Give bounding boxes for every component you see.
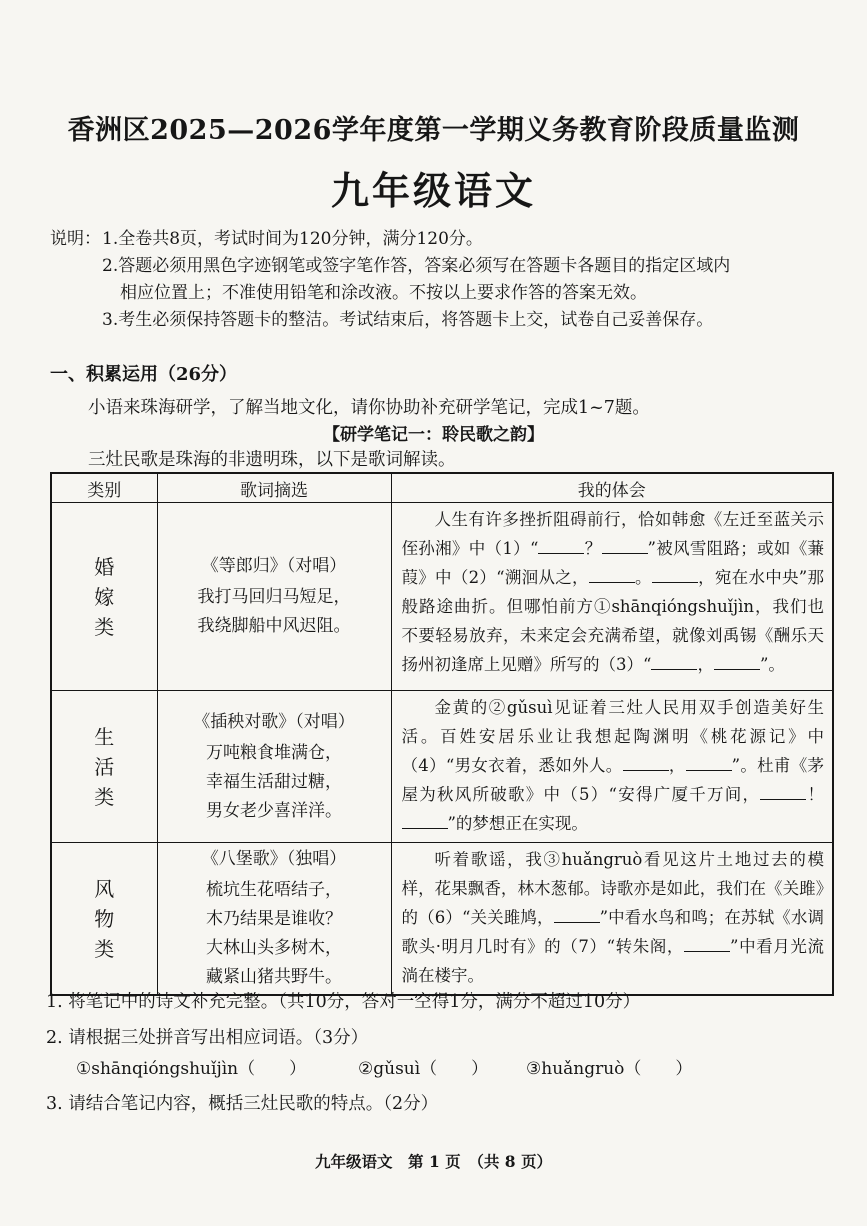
- category-cell: 生 活 类: [51, 691, 157, 843]
- lyric-line: 男女老少喜洋洋。: [206, 800, 342, 821]
- answer-blank: [402, 812, 448, 829]
- lyric-title: 《等郎归》（对唱）: [201, 556, 347, 576]
- lyric-line: 幸福生活甜过糖，: [206, 771, 342, 792]
- instruction-3: 3.考生必须保持答题卡的整洁。考试结束后，将答题卡上交，试卷自己妥善保存。: [102, 310, 714, 330]
- reflection-cell: 金黄的②gǔsuì见证着三灶人民用双手创造美好生活。百姓安居乐业让我想起陶渊明《桃花源记》中（4）“男女衣着，悉如外人。 ， ”。杜甫《茅屋为秋风所破歌》中（5）“安得广厦千万间， ！”的梦想正在实现。: [391, 691, 833, 843]
- table-row: [51, 503, 833, 691]
- instruction-1: 1.全卷共8页，考试时间为120分钟，满分120分。: [102, 229, 483, 249]
- lyric-line: 大林山头多树木，: [206, 938, 342, 958]
- question-2: 2. 请根据三处拼音写出相应词语。（3分）: [46, 1028, 369, 1048]
- pinyin-item-1: ①shānqióngshuǐjìn（ ）: [76, 1059, 307, 1079]
- subject-title: 九年级语文: [330, 168, 536, 213]
- answer-blank: [684, 935, 730, 952]
- pinyin-item-2: ②gǔsuì（ ）: [358, 1059, 489, 1079]
- answer-blank: [652, 566, 698, 583]
- lyric-cell: [157, 691, 391, 843]
- table-row: [51, 691, 833, 843]
- answer-blank: [651, 653, 697, 670]
- table-row: [51, 843, 833, 996]
- lyric-line: 藏紧山猪共野牛。: [206, 967, 342, 987]
- header-lyrics: 歌词摘选: [157, 473, 391, 503]
- section-title: 一、积累运用（26分）: [50, 364, 238, 385]
- lyric-title: 《八堡歌》（独唱）: [201, 849, 347, 869]
- answer-blank: [554, 906, 600, 923]
- lyrics-table: [50, 472, 834, 996]
- answer-blank: [538, 537, 584, 554]
- question-1: 1. 将笔记中的诗文补充完整。（共10分，答对一空得1分，满分不超过10分）: [46, 992, 641, 1012]
- reflection-cell: 人生有许多挫折阻碍前行，恰如韩愈《左迁至蓝关示侄孙湘》中（1）“ ？ ”被风雪阻路；或如《蒹葭》中（2）“溯洄从之， 。 ，宛在水中央”那般路途曲折。但哪怕前方①shānqióngshuǐjìn，我们也不要轻易放弃，未来定会充满希望，就像刘禹锡《酬乐天扬州初逢席上见赠》所写的（3）“ ， ”。: [391, 503, 833, 691]
- answer-blank: [589, 566, 635, 583]
- header-category: 类别: [51, 473, 157, 503]
- instruction-2-cont: 相应位置上；不准使用铅笔和涂改液。不按以上要求作答的答案无效。: [120, 283, 647, 303]
- table-header-row: [51, 473, 833, 503]
- category-cell: 婚 嫁 类: [51, 503, 157, 691]
- lyric-cell: [157, 503, 391, 691]
- lyric-line: 梳坑生花唔结子，: [206, 880, 342, 900]
- section-intro: 小语来珠海研学，了解当地文化，请你协助补充研学笔记，完成1~7题。: [88, 398, 650, 418]
- lyric-line: 万吨粮食堆满仓，: [206, 742, 342, 763]
- answer-blank: [602, 537, 648, 554]
- answer-blank: [760, 783, 806, 800]
- page-footer: 九年级语文 第 1 页 （共 8 页）: [315, 1152, 552, 1171]
- header-reflection: 我的体会: [391, 473, 833, 503]
- lyric-line: 我打马回归马短足，: [197, 587, 351, 607]
- category-cell: 风 物 类: [51, 843, 157, 996]
- exam-title: 香洲区2025—2026学年度第一学期义务教育阶段质量监测: [67, 115, 800, 146]
- answer-blank: [686, 754, 732, 771]
- question-3: 3. 请结合笔记内容，概括三灶民歌的特点。（2分）: [46, 1094, 439, 1114]
- instruction-2: 2.答题必须用黑色字迹钢笔或签字笔作答，答案必须写在答题卡各题目的指定区域内: [102, 256, 731, 276]
- note-intro: 三灶民歌是珠海的非遗明珠，以下是歌词解读。: [88, 450, 456, 470]
- instructions-label: 说明：: [50, 229, 101, 249]
- lyric-line: 我绕脚船中风迟阻。: [197, 616, 351, 636]
- note-heading: 【研学笔记一：聆民歌之韵】: [323, 425, 544, 445]
- reflection-cell: 听着歌谣，我③huǎngruò看见这片土地过去的模样，花果飘香，林木葱郁。诗歌亦是如此，我们在《关雎》的（6）“关关雎鸠， ”中看水鸟和鸣；在苏轼《水调歌头·明月几时有》的（7）“转朱阁， ”中看月光流淌在楼宇。: [391, 843, 833, 996]
- lyric-line: 木乃结果是谁收？: [206, 909, 342, 929]
- lyric-title: 《插秧对歌》（对唱）: [193, 711, 355, 732]
- answer-blank: [714, 653, 760, 670]
- lyric-cell: [157, 843, 391, 996]
- answer-blank: [623, 754, 669, 771]
- pinyin-item-3: ③huǎngruò（ ）: [526, 1059, 693, 1079]
